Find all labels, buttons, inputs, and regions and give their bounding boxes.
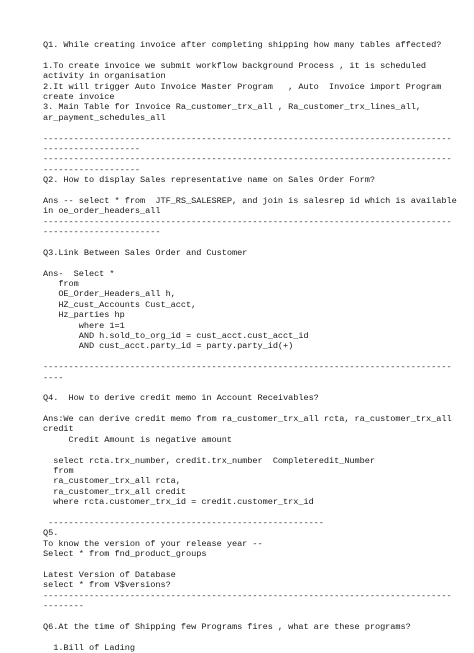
q3-answer-line: where 1=1 [43, 320, 125, 331]
separator-line: ------------------------------------------------------ [43, 517, 324, 528]
q4-query-line: from [43, 466, 74, 477]
separator-line: ----------------------- [43, 227, 161, 238]
q5-db-line: select * from V$versions? [43, 580, 171, 591]
q4-query-line: ra_customer_trx_all credit [43, 486, 186, 497]
q3-answer-line: Ans- Select * [43, 268, 115, 279]
separator-line: -------------------------------------------------------------------------------- [43, 133, 452, 144]
document-page [43, 40, 457, 653]
q1-answer-line: ar_payment_schedules_all [43, 112, 166, 123]
q3-answer-line: from [43, 278, 79, 289]
separator-line: ---- [43, 372, 64, 383]
q1-question: Q1. While creating invoice after completing shipping how many tables affected? [43, 40, 442, 50]
q1-answer-line: 3. Main Table for Invoice Ra_customer_trx_all , Ra_customer_trx_lines_all, [43, 102, 421, 113]
separator-line: -------------------------------------------------------------------------------- [43, 154, 452, 165]
q3-question: Q3.Link Between Sales Order and Customer [43, 247, 248, 258]
separator-line: ------------------- [43, 164, 141, 175]
q3-answer-line: OE_Order_Headers_all h, [43, 289, 176, 300]
q3-answer-line: AND cust_acct.party_id = party.party_id(+) [43, 341, 294, 352]
q1-answer-line: create invoice [43, 91, 115, 102]
q1-answer-line: 2.It will trigger Auto Invoice Master Program , Auto Invoice import Program [43, 81, 442, 92]
q1-answer-line: 1.To create invoice we submit workflow background Process , it is scheduled [43, 60, 427, 71]
q3-answer-line: HZ_cust_Accounts Cust_acct, [43, 299, 197, 310]
q3-answer-line: Hz_parties hp [43, 310, 125, 321]
q2-answer-line: Ans -- select * from JTF_RS_SALESREP, and join is salesrep id which is available [43, 195, 457, 206]
q6-question: Q6.At the time of Shipping few Programs fires , what are these programs? [43, 621, 411, 632]
q3-answer-line: AND h.sold_to_org_id = cust_acct.cust_acct_id [43, 330, 309, 341]
q4-answer-line: Credit Amount is negative amount [43, 434, 232, 445]
separator-line: -------------------------------------------------------------------------------- [43, 362, 452, 373]
q4-question: Q4. How to derive credit memo in Account Receivables? [43, 393, 319, 404]
q5-question: Q5. [43, 528, 59, 539]
q4-query-line: where rcta.customer_trx_id = credit.customer_trx_id [43, 497, 314, 508]
q1-answer-line: activity in organisation [43, 71, 166, 82]
separator-line: -------- [43, 601, 84, 612]
q4-query-line: ra_customer_trx_all rcta, [43, 476, 181, 487]
separator-line: ------------------- [43, 143, 141, 154]
q2-answer-line: in oe_order_headers_all [43, 206, 161, 217]
q2-question: Q2. How to display Sales representative name on Sales Order Form? [43, 175, 375, 186]
q5-answer-line: Select * from fnd_product_groups [43, 549, 207, 560]
q4-answer-line: credit [43, 424, 74, 435]
separator-line: -------------------------------------------------------------------------------- [43, 216, 452, 227]
q4-answer-line: Ans:We can derive credit memo from ra_customer_trx_all rcta, ra_customer_trx_all [43, 414, 452, 425]
q5-db-line: Latest Version of Database [43, 569, 176, 580]
q4-query-line: select rcta.trx_number, credit.trx_number Completeredit_Number [43, 455, 375, 466]
q5-answer-line: To know the version of your release year -- [43, 538, 263, 549]
q6-list-item: 1.Bill of Lading [43, 642, 135, 653]
separator-line: -------------------------------------------------------------------------------- [43, 590, 452, 601]
